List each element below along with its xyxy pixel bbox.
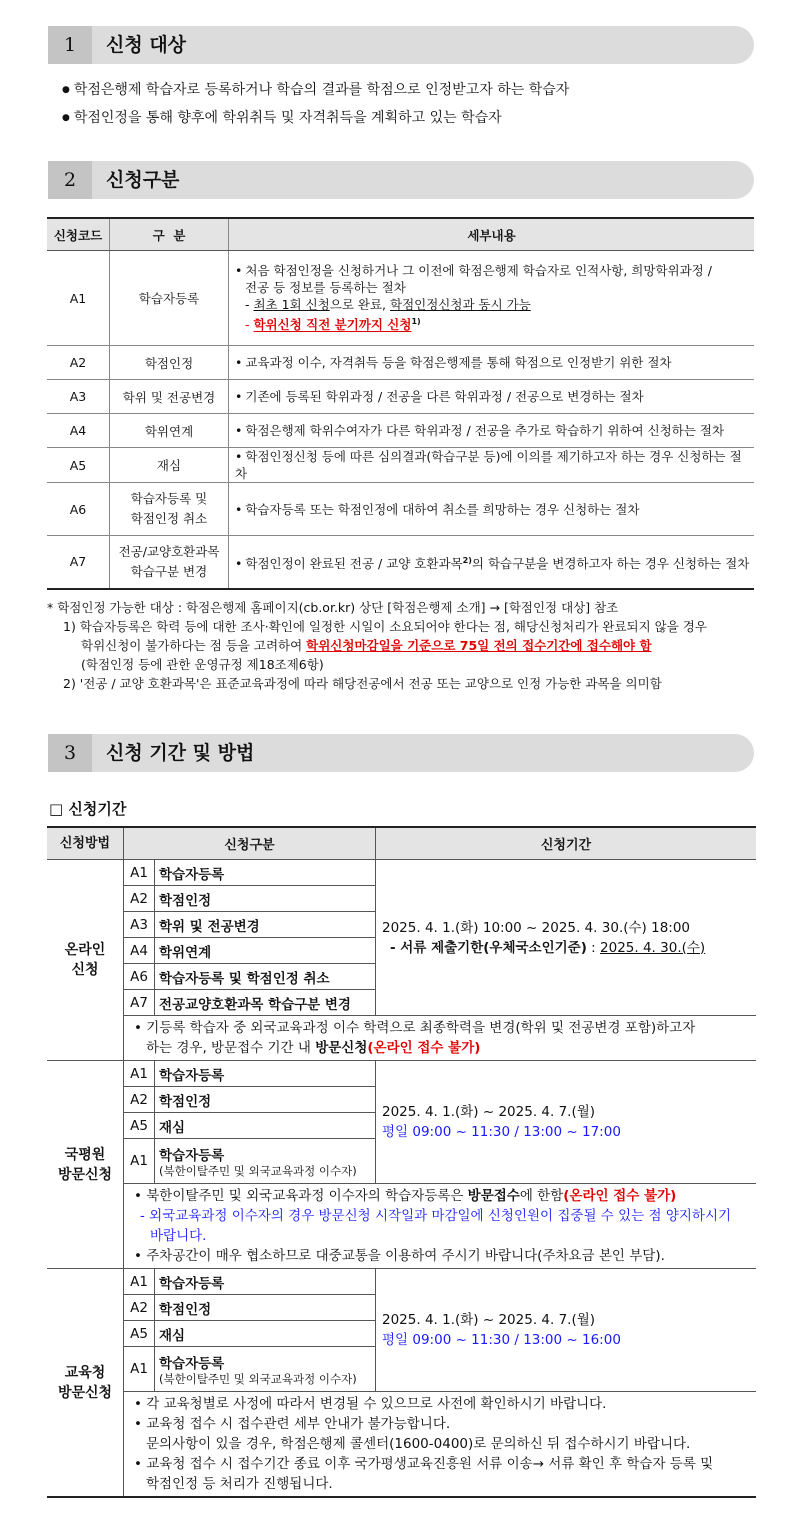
note-1-highlight: 학위신청마감일을 기준으로 75일 전의 접수기간에 접수해야 함 [306, 638, 652, 653]
edu-period [376, 1269, 757, 1392]
note-1: 1) 학습자등록은 학력 등에 대한 조사·확인에 일정한 시일이 소요되어야 한다는 점, 해당신청처리가 완료되지 않을 경우 [63, 619, 707, 634]
detail-text: 학점인정이 완료된 전공 / 교양 호환과목 [245, 555, 463, 571]
type-cell: 학점인정 [155, 886, 376, 912]
separator: : [586, 939, 601, 956]
type-cell: 학습자등록 [110, 251, 229, 346]
detail-text: 기존에 등록된 학위과정 / 전공을 다른 학위과정 / 전공으로 변경하는 절차 [245, 389, 644, 404]
type-cell: 학습자등록 [155, 1269, 376, 1295]
type-cell: 학점인정 [155, 1087, 376, 1113]
detail-cell [229, 536, 755, 589]
type-cell: 학습자등록 [155, 860, 376, 886]
type-text: 학습구분 변경 [130, 563, 208, 579]
detail-text: 학점인정신청 등에 따른 심의결과(학습구분 등)에 이의를 제기하고자 하는 경우 신청하는 절차 [235, 449, 742, 481]
nile-period [376, 1061, 757, 1184]
type-cell: 전공교양호환과목 학습구분 변경 [155, 990, 376, 1016]
detail-text: 의 학습구분을 변경하고자 하는 경우 신청하는 절차 [471, 555, 750, 571]
code-cell: A5 [47, 448, 110, 483]
type-cell: 재심 [155, 1113, 376, 1139]
note-text: 하는 경우, 방문접수 기간 내 [146, 1040, 316, 1056]
visit-only-text: 방문접수 [467, 1188, 520, 1204]
method-text: 국평원 [64, 1146, 106, 1163]
detail-text: 전공 등 정보를 등록하는 절차 [245, 280, 406, 296]
section-2-number: 2 [48, 161, 92, 199]
table-row [47, 251, 754, 346]
application-period-table [47, 826, 756, 1498]
table-row [47, 380, 754, 414]
footnote-ref: 1) [411, 317, 421, 327]
type-cell [155, 1347, 376, 1392]
detail-text: 학습자등록 또는 학점인정에 대하여 취소를 희망하는 경우 신청하는 절차 [245, 501, 640, 517]
note-1-text: 학위신청이 불가하다는 점 등을 고려하여 [81, 638, 307, 653]
code-cell: A3 [124, 912, 155, 938]
detail-text: 처음 학점인정을 신청하거나 그 이전에 학점은행제 학습자로 인적사항, 희망학위과정 / [245, 263, 712, 279]
note-text: • 기등록 학습자 중 외국교육과정 이수 학력으로 최종학력을 변경(학위 및 전공변경 포함)하고자 [134, 1020, 696, 1036]
header-method: 신청방법 [47, 827, 124, 860]
note-text: • 교육청 접수 시 접수기간 종료 이후 국가평생교육진흥원 서류 이송→ 서류 확인 후 학습자 등록 및 [134, 1456, 714, 1472]
code-cell: A1 [124, 1269, 155, 1295]
detail-cell [229, 251, 755, 346]
code-cell: A7 [124, 990, 155, 1016]
table-row [47, 1184, 756, 1269]
code-cell: A5 [124, 1113, 155, 1139]
detail-text: 학점은행제 학위수여자가 다른 학위과정 / 전공을 추가로 학습하기 위하여 신청하는 절차 [245, 423, 725, 438]
note-text: • 북한이탈주민 및 외국교육과정 이수자의 학습자등록은 [134, 1188, 468, 1204]
period-subheading: □ 신청기간 [49, 800, 127, 818]
type-subtext: (북한이탈주민 및 외국교육과정 이수자) [159, 1164, 357, 1178]
parking-note: • 주차공간이 매우 협소하므로 대중교통을 이용하여 주시기 바랍니다(주차요금 본인 부담). [134, 1248, 665, 1264]
code-cell: A4 [47, 414, 110, 448]
note-text: 학점인정 등 처리가 진행됩니다. [146, 1476, 333, 1492]
target-bullet-2: ● 학점인정을 통해 향후에 학위취득 및 자격취득을 계획하고 있는 학습자 [62, 107, 502, 127]
header-code: 신청코드 [47, 218, 110, 251]
code-cell: A7 [47, 536, 110, 589]
footnote-ref: 2) [462, 555, 472, 565]
period-text: 2025. 4. 1.(화) 10:00 ~ 2025. 4. 30.(수) 18:00 [382, 919, 691, 936]
type-cell: 학위 및 전공변경 [110, 380, 229, 414]
type-cell: 학위연계 [155, 938, 376, 964]
header-detail: 세부내용 [229, 218, 755, 251]
type-cell: 학점인정 [110, 346, 229, 380]
table-header-row [47, 218, 754, 251]
method-text: 온라인 [64, 942, 106, 958]
code-cell: A2 [124, 1087, 155, 1113]
table-row [47, 1269, 756, 1295]
table-row [47, 346, 754, 380]
online-not-allowed: (온라인 접수 불가) [563, 1188, 677, 1204]
code-cell: A1 [124, 1347, 155, 1392]
period-hours: 평일 09:00 ~ 11:30 / 13:00 ~ 17:00 [382, 1124, 621, 1140]
method-text: 교육청 [64, 1364, 106, 1381]
type-cell: 학습자등록 및 학점인정 취소 [155, 964, 376, 990]
application-type-table [47, 217, 754, 590]
header-type: 신청구분 [124, 827, 376, 860]
table-row [47, 860, 756, 886]
dash: - [245, 317, 254, 333]
document-deadline-date: 2025. 4. 30.(수) [600, 939, 706, 956]
note-star: * 학점인정 가능한 대상 : 학점은행제 홈페이지(cb.or.kr) 상단 [학점은행제 소개] → [학점인정 대상] 참조 [47, 600, 619, 615]
method-text: 방문신청 [57, 1166, 113, 1183]
detail-cell [229, 448, 755, 483]
target-bullet-1: ● 학점은행제 학습자로 등록하거나 학습의 결과를 학점으로 인정받고자 하는 학습자 [62, 79, 569, 99]
detail-text: 으로 완료, [329, 297, 390, 313]
first-once-note: 최초 1회 신청 [253, 297, 330, 313]
code-cell: A1 [124, 860, 155, 886]
table-row [47, 1061, 756, 1087]
detail-text: 교육과정 이수, 자격취득 등을 학점은행제를 통해 학점으로 인정받기 위한 절차 [245, 355, 672, 370]
simultaneous-note: 학점인정신청과 동시 가능 [390, 297, 531, 313]
table-row [47, 483, 754, 536]
crowd-warning: - 외국교육과정 이수자의 경우 방문신청 시작일과 마감일에 신청인원이 집중될 수 있는 점 양지하시기 [140, 1208, 732, 1224]
detail-cell [229, 346, 755, 380]
online-note [124, 1016, 757, 1061]
deadline-note: 학위신청 직전 분기까지 신청 [253, 317, 412, 333]
online-period [376, 860, 757, 1016]
section-3-number: 3 [48, 734, 92, 772]
method-online [47, 860, 124, 1061]
detail-cell [229, 380, 755, 414]
type-cell [110, 483, 229, 536]
code-cell: A1 [124, 1061, 155, 1087]
code-cell: A5 [124, 1321, 155, 1347]
detail-cell [229, 483, 755, 536]
method-text: 신청 [71, 962, 99, 978]
period-text: 2025. 4. 1.(화) ~ 2025. 4. 7.(월) [382, 1312, 596, 1328]
code-cell: A2 [47, 346, 110, 380]
section-2-title: 신청구분 [106, 169, 180, 191]
section-3-title: 신청 기간 및 방법 [106, 742, 255, 764]
type-text: 학습자등록 [159, 1356, 225, 1372]
code-cell: A3 [47, 380, 110, 414]
header-type: 구 분 [110, 218, 229, 251]
section-1-header [48, 26, 754, 64]
method-text: 방문신청 [57, 1384, 113, 1401]
table-row [47, 1016, 756, 1061]
method-edu-visit [47, 1269, 124, 1498]
type-cell: 학위연계 [110, 414, 229, 448]
type-cell: 학습자등록 [155, 1061, 376, 1087]
call-center-note: 문의사항이 있을 경우, 학점은행제 콜센터(1600-0400)로 문의하신 뒤 접수하시기 바랍니다. [146, 1436, 691, 1452]
section-1-number: 1 [48, 26, 92, 64]
type-cell: 재심 [110, 448, 229, 483]
type-cell: 학점인정 [155, 1295, 376, 1321]
section-2-notes [47, 598, 759, 693]
type-cell [110, 536, 229, 589]
code-cell: A1 [47, 251, 110, 346]
visit-apply-text: 방문신청 [315, 1040, 368, 1056]
code-cell: A2 [124, 1295, 155, 1321]
period-hours: 평일 09:00 ~ 11:30 / 13:00 ~ 16:00 [382, 1332, 621, 1348]
note-text: 에 한함 [519, 1188, 564, 1204]
header-period: 신청기간 [376, 827, 757, 860]
section-2-header [48, 161, 754, 199]
dash: - [245, 297, 254, 313]
code-cell: A4 [124, 938, 155, 964]
type-cell [155, 1139, 376, 1184]
table-row [47, 448, 754, 483]
code-cell: A6 [47, 483, 110, 536]
type-text: 학습자등록 [159, 1148, 225, 1164]
type-cell: 학위 및 전공변경 [155, 912, 376, 938]
nile-note [124, 1184, 757, 1269]
note-text: • 교육청 접수 시 접수관련 세부 안내가 불가능합니다. [134, 1416, 451, 1432]
code-cell: A6 [124, 964, 155, 990]
section-3-header [48, 734, 754, 772]
note-1-reference: (학점인정 등에 관한 운영규정 제18조제6항) [81, 657, 324, 672]
table-header-row [47, 827, 756, 860]
type-subtext: (북한이탈주민 및 외국교육과정 이수자) [159, 1372, 357, 1386]
code-cell: A2 [124, 886, 155, 912]
online-not-allowed: (온라인 접수 불가) [367, 1040, 481, 1056]
edu-note [124, 1392, 757, 1498]
document-deadline-label: - 서류 제출기한(우체국소인기준) [390, 939, 587, 956]
method-nile-visit [47, 1061, 124, 1269]
crowd-warning-cont: 바랍니다. [150, 1228, 207, 1244]
type-text: 학습자등록 및 [130, 491, 208, 506]
section-1-title: 신청 대상 [106, 34, 187, 56]
type-cell: 재심 [155, 1321, 376, 1347]
table-row [47, 536, 754, 589]
note-text: • 각 교육청별로 사정에 따라서 변경될 수 있으므로 사전에 확인하시기 바랍니다. [134, 1396, 607, 1412]
table-row [47, 1392, 756, 1498]
note-2: 2) '전공 / 교양 호환과목'은 표준교육과정에 따라 해당전공에서 전공 또는 교양으로 인정 가능한 과목을 의미함 [63, 676, 662, 691]
type-text: 학점인정 취소 [130, 511, 208, 526]
period-text: 2025. 4. 1.(화) ~ 2025. 4. 7.(월) [382, 1104, 596, 1120]
type-text: 전공/교양호환과목 [118, 543, 220, 559]
code-cell: A1 [124, 1139, 155, 1184]
table-row [47, 414, 754, 448]
detail-cell [229, 414, 755, 448]
